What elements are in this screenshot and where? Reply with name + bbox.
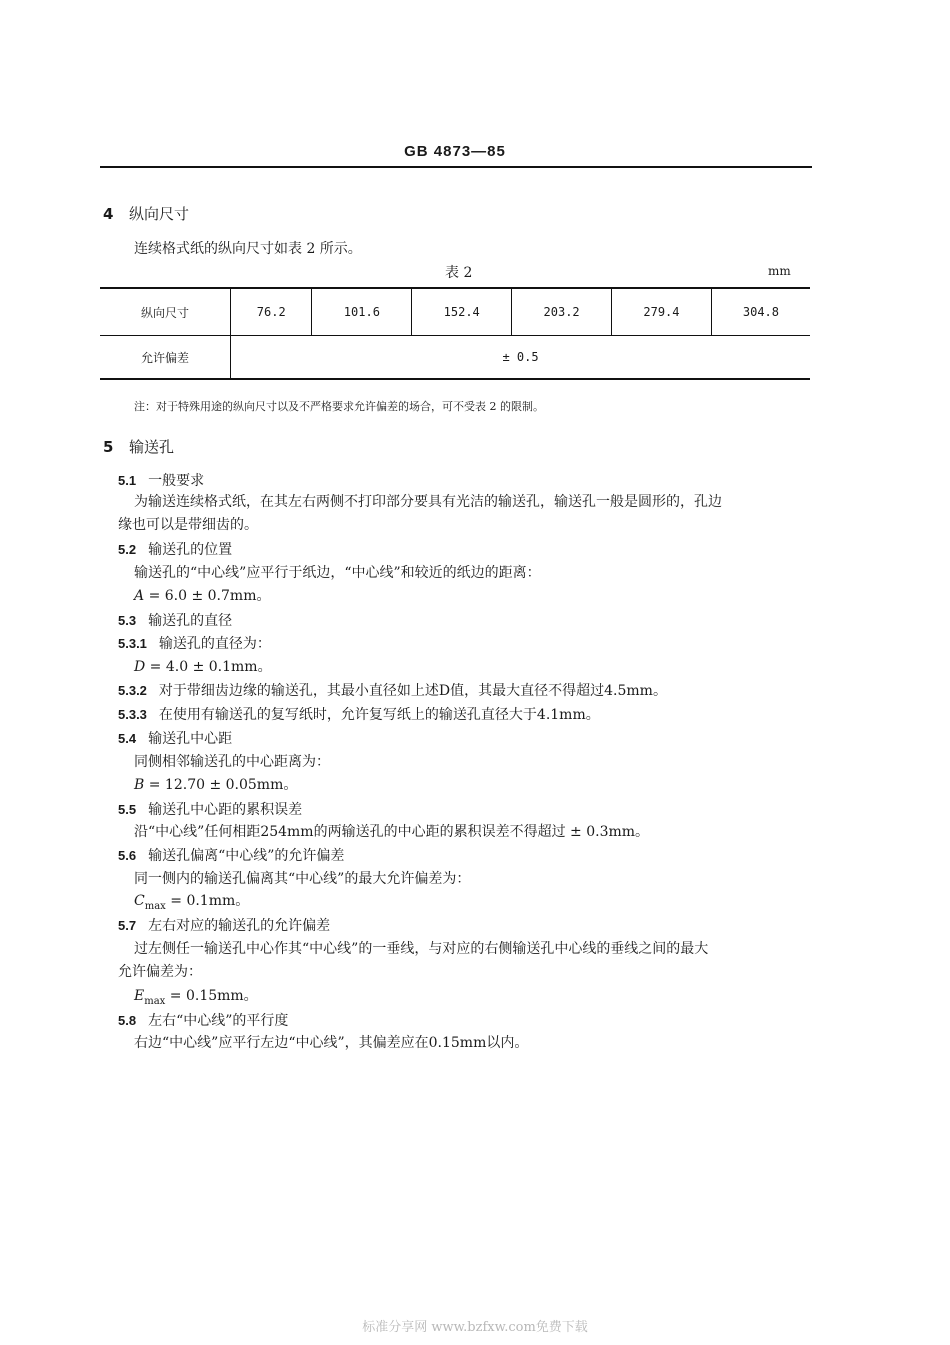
section-4-title: 纵向尺寸 [129, 205, 190, 223]
para-5-5: 沿“中心线”任何相距254mm的两输送孔的中心距的累积误差不得超过 ± 0.3mm。 [134, 824, 650, 840]
row-label-length: 纵向尺寸 [100, 288, 231, 336]
subsection-5-8: 5.8 左右“中心线”的平行度 [118, 1013, 289, 1029]
tolerance-value: ± 0.5 [231, 336, 811, 380]
subsection-5-3: 5.3 输送孔的直径 [118, 613, 233, 629]
para-5-7-line1: 过左侧任一输送孔中心作其“中心线”的一垂线，与对应的右侧输送孔中心线的垂线之间的最大 [134, 941, 709, 957]
formula-D: D = 4.0 ± 0.1mm。 [134, 659, 272, 675]
subsection-5-3-3: 5.3.3 在使用有输送孔的复写纸时，允许复写纸上的输送孔直径大于4.1mm。 [118, 707, 600, 723]
para-5-1-line2: 缘也可以是带细齿的。 [118, 517, 258, 533]
table-row [100, 336, 810, 380]
dimension-table [100, 287, 810, 380]
subsection-5-5: 5.5 输送孔中心距的累积误差 [118, 802, 303, 818]
para-5-2: 输送孔的“中心线”应平行于纸边，“中心线”和较近的纸边的距离： [134, 565, 541, 581]
section-5-number: 5 [103, 438, 114, 456]
subsection-5-3-2: 5.3.2 对于带细齿边缘的输送孔，其最小直径如上述D值，其最大直径不得超过4.5mm。 [118, 683, 667, 699]
para-5-1-line1: 为输送连续格式纸，在其左右两侧不打印部分要具有光洁的输送孔，输送孔一般是圆形的，孔边 [134, 494, 722, 510]
section-4-intro: 连续格式纸的纵向尺寸如表 2 所示。 [134, 241, 362, 257]
formula-A: A = 6.0 ± 0.7mm。 [134, 588, 271, 604]
table-note: 注：对于特殊用途的纵向尺寸以及不严格要求允许偏差的场合，可不受表 2 的限制。 [134, 400, 544, 413]
header-divider [100, 166, 812, 168]
para-5-8: 右边“中心线”应平行左边“中心线”，其偏差应在0.15mm以内。 [134, 1035, 529, 1051]
table-cell: 76.2 [231, 288, 312, 336]
section-5-heading [103, 436, 174, 457]
subsection-5-6: 5.6 输送孔偏离“中心线”的允许偏差 [118, 848, 345, 864]
formula-B: B = 12.70 ± 0.05mm。 [134, 777, 298, 793]
table-cell: 152.4 [412, 288, 512, 336]
subsection-5-7: 5.7 左右对应的输送孔的允许偏差 [118, 918, 331, 934]
subsection-5-2: 5.2 输送孔的位置 [118, 542, 233, 558]
subsection-5-4: 5.4 输送孔中心距 [118, 731, 233, 747]
table-cell: 279.4 [612, 288, 712, 336]
para-5-6: 同一侧内的输送孔偏离其“中心线”的最大允许偏差为： [134, 871, 471, 887]
watermark: 标准分享网 www.bzfxw.com免费下载 [362, 1320, 588, 1335]
table-row [100, 288, 810, 336]
table-cell: 101.6 [312, 288, 412, 336]
table-unit: mm [768, 264, 791, 278]
formula-Emax: $E_{max} = 0.15mm$。 [134, 988, 258, 1007]
row-label-tolerance: 允许偏差 [100, 336, 231, 380]
formula-Cmax: $C_{max} = 0.1mm$。 [134, 893, 250, 912]
table-cell: 304.8 [711, 288, 810, 336]
subsection-5-3-1: 5.3.1 输送孔的直径为： [118, 636, 271, 652]
section-4-heading [103, 203, 189, 224]
standard-code: GB 4873—85 [404, 143, 506, 160]
para-5-7-line2: 允许偏差为： [118, 964, 202, 980]
para-5-4: 同侧相邻输送孔的中心距离为： [134, 754, 330, 770]
table-cell: 203.2 [512, 288, 612, 336]
section-4-number: 4 [103, 205, 114, 223]
table-caption: 表 2 [445, 265, 473, 281]
subsection-5-1: 5.1 一般要求 [118, 473, 205, 489]
section-5-title: 输送孔 [129, 438, 175, 456]
